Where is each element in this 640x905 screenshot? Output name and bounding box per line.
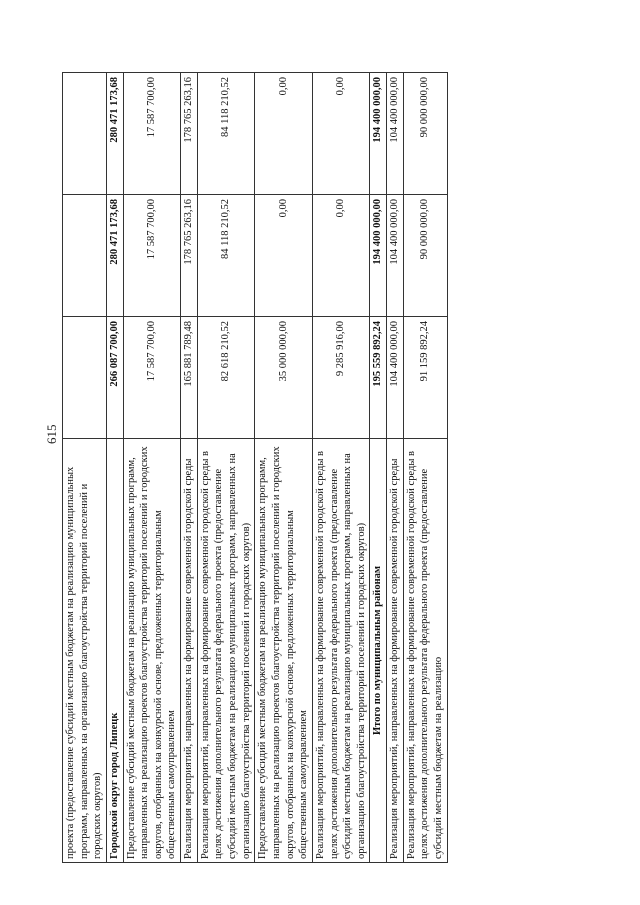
table-row: [106, 73, 123, 863]
amount-year-2: 84 118 210,52: [197, 195, 255, 317]
amount-year-2: 104 400 000,00: [387, 195, 404, 317]
amount-year-2: 178 765 263,16: [181, 195, 198, 317]
amount-year-2: 17 587 700,00: [123, 195, 181, 317]
row-label: Итого по муниципальным районам: [370, 439, 387, 863]
row-label: Реализация мероприятий, направленных на формирование современной городской среды в целях достижения дополнительного результата федерального проекта (предоставление субсидий местным бюджетам на реализацию муниципальных программ, направленных на организацию благоустройства территорий поселений и городских округов): [312, 439, 370, 863]
table-row: [370, 73, 387, 863]
amount-year-3: 90 000 000,00: [403, 73, 447, 195]
amount-year-1: 91 159 892,24: [403, 317, 447, 439]
row-label: проекта (предоставление субсидий местным бюджетам на реализацию муниципальных программ, направленных на организацию благоустройства территорий поселений и городских округов): [63, 439, 107, 863]
table-row: [197, 73, 255, 863]
amount-year-2: 0,00: [255, 195, 313, 317]
table-row: [181, 73, 198, 863]
row-label: Реализация мероприятий, направленных на формирование современной городской среды: [387, 439, 404, 863]
amount-year-3: 280 471 173,68: [106, 73, 123, 195]
amount-year-2: 0,00: [312, 195, 370, 317]
table-row: [312, 73, 370, 863]
amount-year-2: 90 000 000,00: [403, 195, 447, 317]
amount-year-1: 165 881 789,48: [181, 317, 198, 439]
row-label: Реализация мероприятий, направленных на формирование современной городской среды в целях достижения дополнительного результата федерального проекта (предоставление субсидий местным бюджетам на реализацию муниципальных программ, направленных на организацию благоустройства территорий поселений и городских округов): [197, 439, 255, 863]
row-label: Реализация мероприятий, направленных на формирование современной городской среды в целях достижения дополнительного результата федерального проекта (предоставление субсидий местным бюджетам на реализацию: [403, 439, 447, 863]
table-row: [387, 73, 404, 863]
amount-year-3: 0,00: [312, 73, 370, 195]
table-row: [255, 73, 313, 863]
table-row: [63, 73, 107, 863]
page-number: 615: [44, 424, 59, 444]
row-label: Городской округ город Липецк: [106, 439, 123, 863]
amount-year-2: [63, 195, 107, 317]
amount-year-3: 178 765 263,16: [181, 73, 198, 195]
amount-year-1: 17 587 700,00: [123, 317, 181, 439]
amount-year-1: 195 559 892,24: [370, 317, 387, 439]
budget-table-body: [63, 73, 448, 863]
amount-year-2: 280 471 173,68: [106, 195, 123, 317]
amount-year-1: 82 618 210,52: [197, 317, 255, 439]
row-label: Предоставление субсидий местным бюджетам на реализацию муниципальных программ, направленных на реализацию проектов благоустройства территорий поселений и городских округов, отобранных на конкурсной основе, предложенных территориальным общественным самоуправлением: [255, 439, 313, 863]
amount-year-3: [63, 73, 107, 195]
row-label: Реализация мероприятий, направленных на формирование современной городской среды: [181, 439, 198, 863]
row-label: Предоставление субсидий местным бюджетам на реализацию муниципальных программ, направленных на реализацию проектов благоустройства территорий поселений и городских округов, отобранных на конкурсной основе, предложенных территориальным общественным самоуправлением: [123, 439, 181, 863]
amount-year-1: 266 087 700,00: [106, 317, 123, 439]
amount-year-3: 84 118 210,52: [197, 73, 255, 195]
amount-year-2: 194 400 000,00: [370, 195, 387, 317]
table-row: [403, 73, 447, 863]
amount-year-1: 104 400 000,00: [387, 317, 404, 439]
amount-year-1: 9 285 916,00: [312, 317, 370, 439]
rotated-page-content: [62, 73, 582, 863]
amount-year-1: 35 000 000,00: [255, 317, 313, 439]
amount-year-3: 17 587 700,00: [123, 73, 181, 195]
amount-year-1: [63, 317, 107, 439]
amount-year-3: 104 400 000,00: [387, 73, 404, 195]
table-row: [123, 73, 181, 863]
amount-year-3: 0,00: [255, 73, 313, 195]
budget-table: [62, 72, 448, 863]
amount-year-3: 194 400 000,00: [370, 73, 387, 195]
